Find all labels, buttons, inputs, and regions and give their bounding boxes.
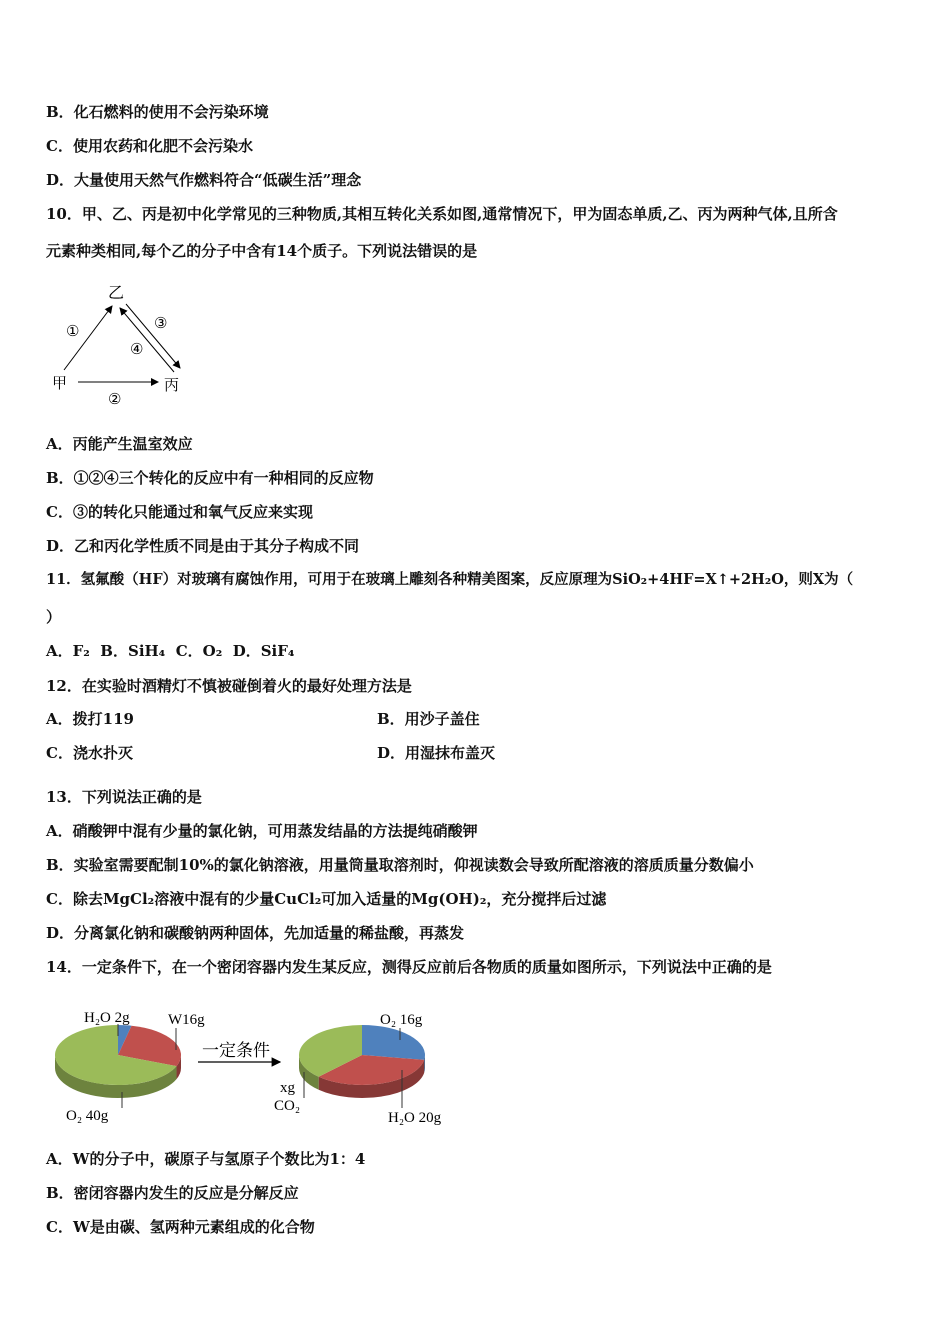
q14-stem: 14．一定条件下，在一个密闭容器内发生某反应，测得反应前后各物质的质量如图所示，下列说法中正确的是: [46, 958, 772, 976]
q10-stem-1: 10．甲、乙、丙是初中化学常见的三种物质,其相互转化关系如图,通常情况下，甲为固态单质,乙、丙为两种气体,且所含: [46, 205, 838, 223]
q12-option-c: C．浇水扑灭: [46, 744, 133, 762]
conversion-diagram: [40, 278, 200, 413]
q14-option-c: C．W是由碳、氢两种元素组成的化合物: [46, 1218, 315, 1236]
label-3: ③: [154, 316, 168, 332]
label-4: ④: [130, 342, 144, 358]
label-h2o-2g: H₂O 2g: [84, 1010, 130, 1026]
label-o2-40g: O₂ 40g: [66, 1108, 109, 1124]
label-2: ②: [108, 392, 122, 408]
node-yi: 乙: [108, 285, 125, 302]
label-1: ①: [66, 324, 80, 340]
q10-option-c: C．③的转化只能通过和氧气反应来实现: [46, 503, 313, 521]
mass-pie-charts: [40, 1000, 460, 1135]
node-jia: 甲: [52, 376, 68, 392]
label-w-16g: W16g: [168, 1012, 205, 1028]
q10-stem-2: 元素种类相同,每个乙的分子中含有14个质子。下列说法错误的是: [46, 242, 478, 260]
q13-option-d: D．分离氯化钠和碳酸钠两种固体，先加适量的稀盐酸，再蒸发: [46, 924, 465, 942]
label-o2-16g: O₂ 16g: [380, 1012, 423, 1028]
q14-option-a: A．W的分子中，碳原子与氢原子个数比为1：4: [46, 1150, 366, 1168]
label-co2-xg: xg CO₂: [274, 1080, 301, 1114]
q12-option-a: A．拨打119: [46, 710, 134, 728]
q10-option-b: B．①②④三个转化的反应中有一种相同的反应物: [46, 469, 374, 487]
q14-option-b: B．密闭容器内发生的反应是分解反应: [46, 1184, 299, 1202]
q9-option-c: C．使用农药和化肥不会污染水: [46, 137, 253, 155]
q13-stem: 13．下列说法正确的是: [46, 788, 202, 806]
node-bing: 丙: [164, 378, 180, 394]
q12-option-b: B．用沙子盖住: [377, 710, 480, 728]
q9-option-d: D．大量使用天然气作燃料符合“低碳生活”理念: [46, 171, 362, 189]
q13-option-a: A．硝酸钾中混有少量的氯化钠，可用蒸发结晶的方法提纯硝酸钾: [46, 822, 478, 840]
q12-stem: 12．在实验时酒精灯不慎被碰倒着火的最好处理方法是: [46, 677, 412, 695]
q12-option-d: D．用湿抹布盖灭: [377, 744, 496, 762]
q11-stem-1: 11．氢氟酸（HF）对玻璃有腐蚀作用，可用于在玻璃上雕刻各种精美图案，反应原理为SiO₂+4HF=X↑+2H₂O，则X为（: [46, 571, 854, 588]
q10-option-d: D．乙和丙化学性质不同是由于其分子构成不同: [46, 537, 360, 555]
arrow-3: [126, 304, 180, 368]
pie-after: [299, 1025, 425, 1098]
q13-option-b: B．实验室需要配制10%的氯化钠溶液，用量筒量取溶剂时，仰视读数会导致所配溶液的溶质质量分数偏小: [46, 856, 754, 874]
q11-stem-2: ）: [46, 608, 62, 626]
pie-slice-0: [362, 1025, 425, 1060]
arrow-label: 一定条件: [202, 1041, 270, 1060]
q9-option-b: B．化石燃料的使用不会污染环境: [46, 103, 269, 121]
q11-options: A．F₂ B．SiH₄ C．O₂ D．SiF₄: [46, 642, 295, 660]
q13-option-c: C．除去MgCl₂溶液中混有的少量CuCl₂可加入适量的Mg(OH)₂，充分搅拌后过滤: [46, 890, 607, 908]
q10-option-a: A．丙能产生温室效应: [46, 435, 193, 453]
label-h2o-20g: H₂O 20g: [388, 1110, 442, 1126]
